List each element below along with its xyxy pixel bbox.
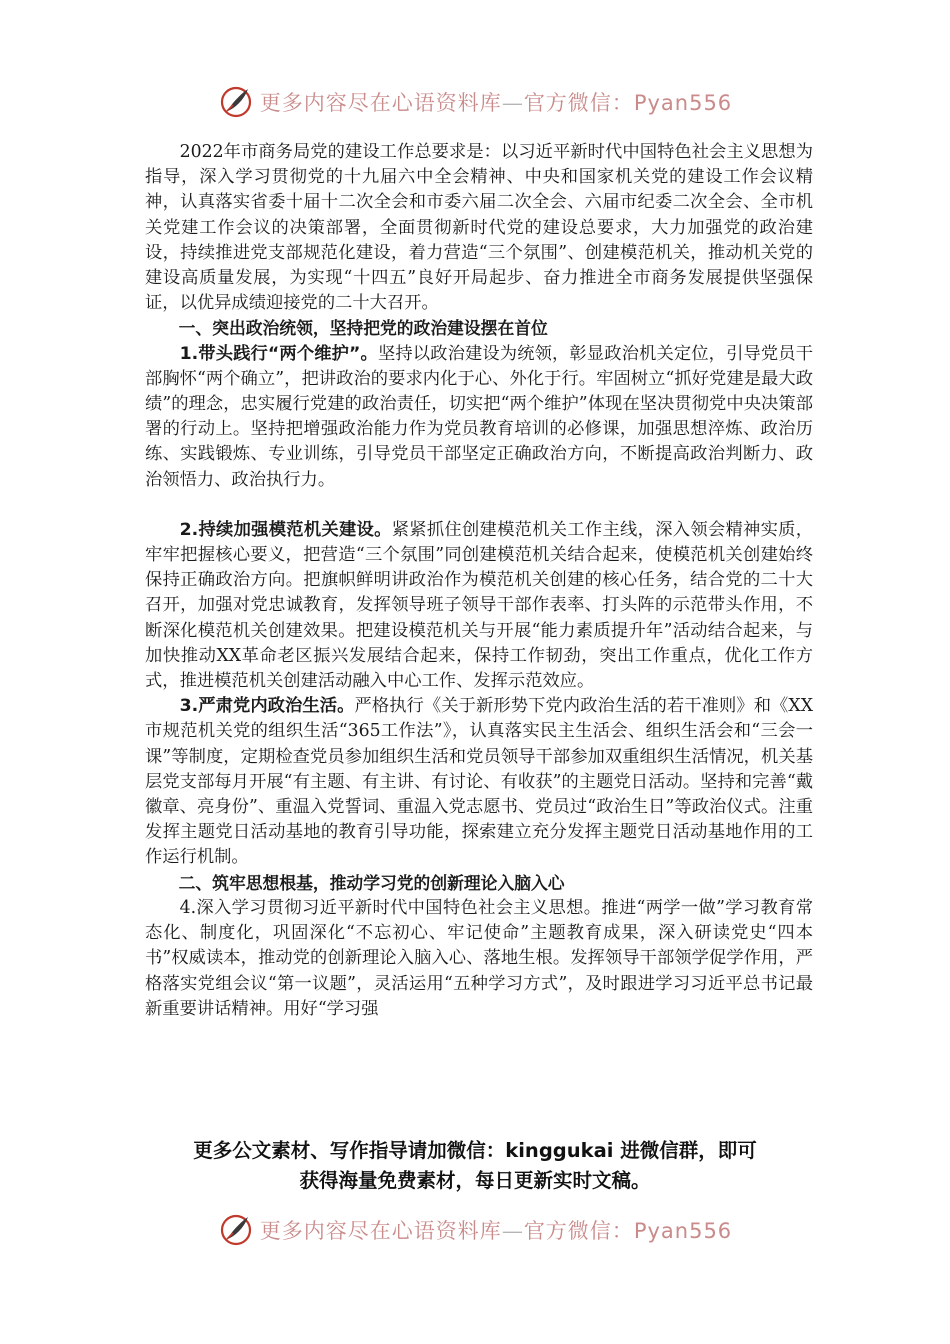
item-paragraph-3: [145, 694, 813, 870]
section-heading-1: 一、突出政治统领，坚持把党的政治建设摆在首位: [178, 318, 548, 339]
promo-line-2: 获得海量免费素材，每日更新实时文稿。: [299, 1169, 651, 1192]
header-watermark-banner: [0, 80, 950, 124]
item-paragraph-2: [145, 518, 813, 694]
item-body-2: 紧紧抓住创建模范机关工作主线，深入领会精神实质，牢牢把握核心要义，把营造“三个氛围”同创建模范机关结合起来，使模范机关创建始终保持正确政治方向。把旗帜鲜明讲政治作为模范机关创建的核心任务，结合党的二十大召开，加强对党忠诚教育，发挥领导班子领导干部作表率、打头阵的示范带头作用，不断深化模范机关创建效果。把建设模范机关与开展“能力素质提升年”活动结合起来，与加快推动XX革命老区振兴发展结合起来，保持工作韧劲，突出工作重点，优化工作方式，推进模范机关创建活动融入中心工作、发挥示范效应。: [145, 519, 813, 692]
item-paragraph-1: [145, 342, 813, 493]
banner-wechat-id: Pyan556: [633, 1219, 733, 1243]
item-body-1: 坚持以政治建设为统领，彰显政治机关定位，引导党员干部胸怀“两个确立”，把讲政治的要求内化于心、外化于行。牢固树立“抓好党建是最大政绩”的理念，忠实履行党建的政治责任，切实把“两个维护”体现在坚决贯彻党中央决策部署的行动上。坚持把增强政治能力作为党员教育培训的必修课，加强思想淬炼、政治历练、实践锻炼、专业训练，引导党员干部坚定正确政治方向，不断提高政治判断力、政治领悟力、政治执行力。: [145, 343, 813, 490]
item-title-2: 2.持续加强模范机关建设。: [179, 519, 392, 540]
banner-site-name: 更多内容尽在心语资料库: [259, 91, 502, 115]
banner-wechat-id: Pyan556: [633, 91, 733, 115]
promo-notice: [145, 1136, 805, 1196]
item-title-1: 1.带头践行“两个维护”。: [179, 343, 378, 364]
item-body-3: 严格执行《关于新形势下党内政治生活的若干准则》和《XX市规范机关党的组织生活“365工作法”》，认真落实民主生活会、组织生活会和“三会一课”等制度，定期检查党员参加组织生活和党员领导干部参加双重组织生活情况，机关基层党支部每月开展“有主题、有主讲、有讨论、有收获”的主题党日活动。坚持和完善“戴徽章、亮身份”、重温入党誓词、重温入党志愿书、党员过“政治生日”等政治仪式。注重发挥主题党日活动基地的教育引导功能，探索建立充分发挥主题党日活动基地作用的工作运行机制。: [145, 696, 814, 868]
document-body: [145, 140, 813, 1022]
banner-separator: —: [501, 1219, 524, 1243]
intro-paragraph: 2022年市商务局党的建设工作总要求是：以习近平新时代中国特色社会主义思想为指导，深入学习贯彻党的十九届六中全会精神、中央和国家机关党的建设工作会议精神，认真落实省委十届十二次全会和市委六届二次全会、六届市纪委二次全会、全市机关党建工作会议的决策部署，全面贯彻新时代党的建设总要求，大力加强党的政治建设，持续推进党支部规范化建设，着力营造“三个氛围”、创建模范机关，推动机关党的建设高质量发展，为实现“十四五”良好开局起步、奋力推进全市商务发展提供坚强保证，以优异成绩迎接党的二十大召开。: [145, 142, 813, 314]
banner-text: [260, 87, 732, 117]
item-title-3: 3.严肃党内政治生活。: [179, 696, 355, 717]
item-paragraph-4: 4.深入学习贯彻习近平新时代中国特色社会主义思想。推进“两学一做”学习教育常态化、制度化，巩固深化“不忘初心、牢记使命”主题教育成果，深入研读党史“四本书”权威读本，推动党的创新理论入脑入心、落地生根。发挥领导干部领学促学作用，严格落实党组会议“第一议题”，灵活运用“五种学习方式”，及时跟进学习习近平总书记最新重要讲话精神。用好“学习强: [145, 897, 813, 1019]
banner-text: [260, 1215, 732, 1245]
footer-watermark-banner: [0, 1208, 950, 1252]
banner-separator: —: [501, 91, 524, 115]
section-heading-2: 二、筑牢思想根基，推动学习党的创新理论入脑入心: [178, 872, 565, 893]
quill-pen-logo-icon: [218, 1212, 254, 1248]
paragraph-spacer: [145, 493, 813, 518]
banner-wechat-label: 官方微信：: [523, 91, 634, 115]
banner-wechat-label: 官方微信：: [523, 1219, 634, 1243]
promo-line-1: 更多公文素材、写作指导请加微信：kinggukai 进微信群，即可: [193, 1139, 757, 1162]
quill-pen-logo-icon: [218, 84, 254, 120]
banner-site-name: 更多内容尽在心语资料库: [259, 1219, 502, 1243]
